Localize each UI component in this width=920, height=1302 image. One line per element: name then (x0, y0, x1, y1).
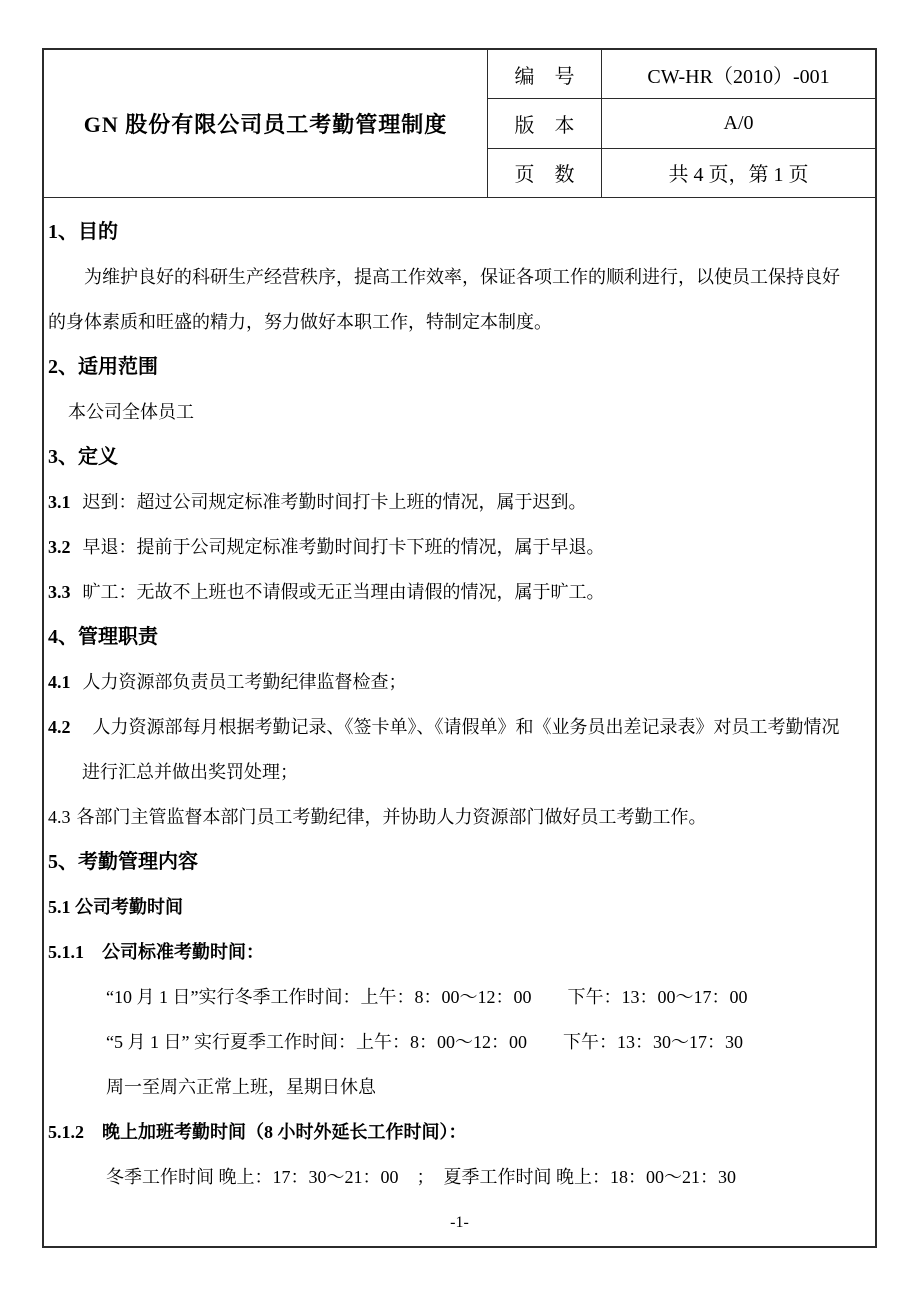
page-number: -1- (450, 1214, 469, 1231)
section-heading: 4、管理职责 (48, 626, 158, 648)
schedule-line: “10 月 1 日”实行冬季工作时间：上午：8：00～12：00 下午：13：00～17：00 (106, 987, 748, 1007)
item-text: 各部门主管监督本部门员工考勤纪律，并协助人力资源部门做好员工考勤工作。 (76, 807, 707, 827)
schedule-line: “5 月 1 日” 实行夏季工作时间：上午：8：00～12：00 下午：13：30～17：30 (106, 1032, 743, 1052)
meta-row-number (488, 50, 875, 99)
section-heading: 5、考勤管理内容 (48, 851, 198, 873)
meta-value-version: A/0 (723, 111, 754, 134)
document-page-frame (42, 48, 877, 1248)
item-text: 人力资源部负责员工考勤纪律监督检查； (82, 672, 407, 692)
header-table (44, 50, 875, 198)
item-text: 旷工：无故不上班也不请假或无正当理由请假的情况，属于旷工。 (82, 582, 605, 602)
numbered-item (48, 480, 869, 525)
numbered-item (48, 795, 869, 840)
document-body (44, 198, 875, 1200)
subsection-heading: 5.1.1 公司标准考勤时间： (48, 942, 264, 962)
item-number: 3.3 (48, 582, 71, 602)
section-heading: 3、定义 (48, 446, 118, 468)
item-number: 3.1 (48, 492, 71, 512)
paragraph-line: 为维护良好的科研生产经营秩序，提高工作效率，保证各项工作的顺利进行，以使员工保持良好 (84, 267, 840, 287)
paragraph-line: 的身体素质和旺盛的精力，努力做好本职工作，特制定本制度。 (48, 312, 552, 332)
item-number: 4.1 (48, 672, 71, 692)
item-number: 4.3 (48, 807, 71, 827)
section-heading: 2、适用范围 (48, 356, 158, 378)
header-meta-column (488, 50, 875, 197)
meta-value-number: CW-HR（2010）-001 (647, 65, 830, 88)
subsection-heading: 5.1 公司考勤时间 (48, 897, 183, 917)
numbered-item (48, 660, 869, 705)
meta-label-number: 编 号 (488, 50, 602, 98)
meta-label-version: 版 本 (488, 99, 602, 147)
numbered-item (48, 705, 869, 750)
meta-value-pages: 共 4 页，第 1 页 (668, 164, 809, 187)
numbered-item (48, 525, 869, 570)
item-text: 迟到：超过公司规定标准考勤时间打卡上班的情况，属于迟到。 (82, 492, 587, 512)
numbered-item (48, 570, 869, 615)
item-number: 3.2 (48, 537, 71, 557)
item-number: 4.2 (48, 717, 71, 737)
meta-label-pages: 页 数 (488, 149, 602, 197)
paragraph-line: 本公司全体员工 (68, 402, 194, 422)
subsection-heading: 5.1.2 晚上加班考勤时间（8 小时外延长工作时间）： (48, 1122, 467, 1142)
document-title: GN 股份有限公司员工考勤管理制度 (44, 50, 488, 197)
schedule-line: 周一至周六正常上班，星期日休息 (106, 1077, 376, 1097)
item-text: 人力资源部每月根据考勤记录、《签卡单》、《请假单》和《业务员出差记录表》对员工考勤情况 (92, 717, 840, 737)
continuation-line: 进行汇总并做出奖罚处理； (82, 762, 298, 782)
schedule-line: 冬季工作时间 晚上：17：30～21：00 ； 夏季工作时间 晚上：18：00～21：30 (106, 1167, 736, 1187)
meta-row-version (488, 99, 875, 148)
item-text: 早退：提前于公司规定标准考勤时间打卡下班的情况，属于早退。 (82, 537, 605, 557)
meta-row-pages (488, 149, 875, 197)
section-heading: 1、目的 (48, 221, 118, 243)
